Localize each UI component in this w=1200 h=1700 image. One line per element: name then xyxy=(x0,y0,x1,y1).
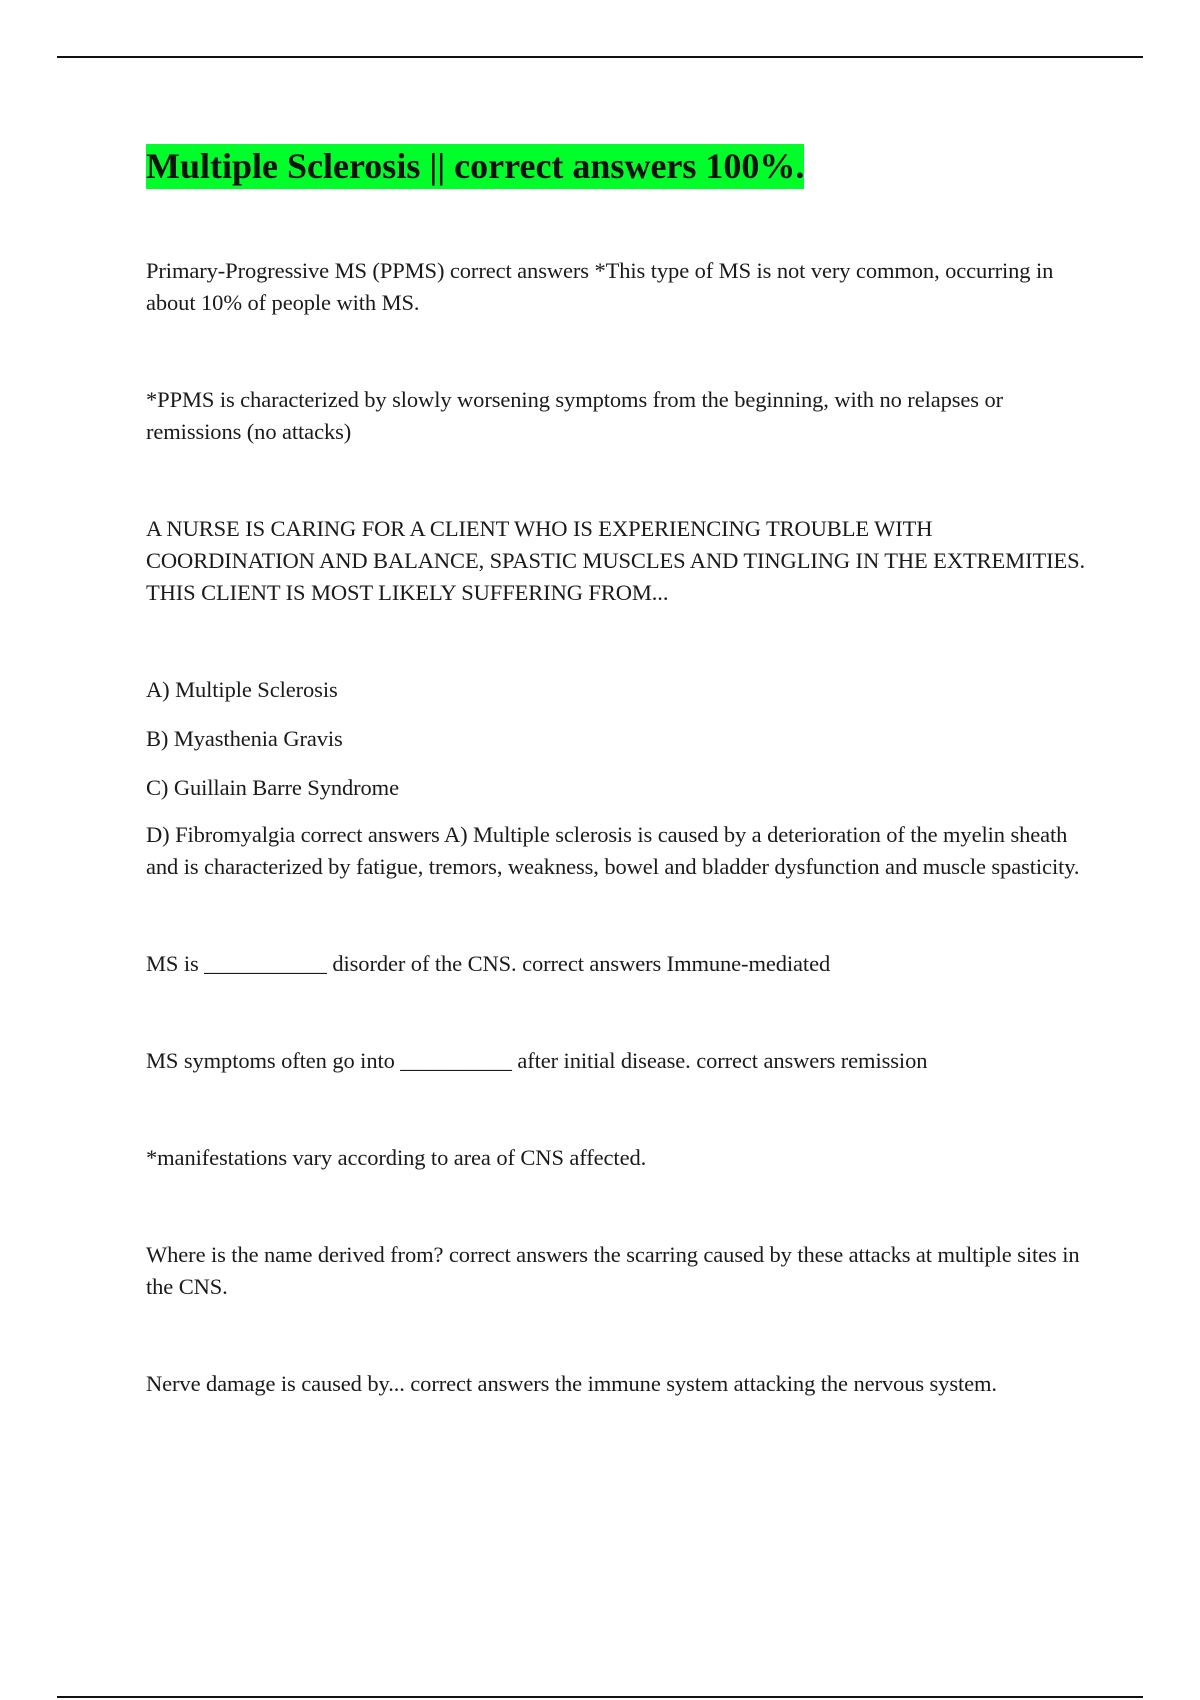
option-b: B) Myasthenia Gravis xyxy=(146,726,343,751)
bottom-rule xyxy=(57,1696,1143,1698)
document-title: Multiple Sclerosis || correct answers 100%. xyxy=(146,144,804,189)
paragraph-name-derivation: Where is the name derived from? correct answers the scarring caused by these attacks at multiple sites in the CNS. xyxy=(146,1242,1080,1299)
paragraph-nurse-question: A NURSE IS CARING FOR A CLIENT WHO IS EXPERIENCING TROUBLE WITH COORDINATION AND BALANCE, SPASTIC MUSCLES AND TINGLING IN THE EXTREMITIES. THIS CLIENT IS MOST LIKELY SUFFERING FROM... xyxy=(146,516,1086,605)
paragraph-ppms-definition: Primary-Progressive MS (PPMS) correct answers *This type of MS is not very common, occurring in about 10% of people with MS. xyxy=(146,258,1054,315)
option-c: C) Guillain Barre Syndrome xyxy=(146,775,399,800)
document-body xyxy=(146,144,1091,1400)
top-rule xyxy=(57,56,1143,58)
option-d-answer: D) Fibromyalgia correct answers A) Multiple sclerosis is caused by a deterioration of the myelin sheath and is characterized by fatigue, tremors, weakness, bowel and bladder dysfunction and muscle spasticity. xyxy=(146,822,1080,879)
paragraph-manifestations: *manifestations vary according to area of CNS affected. xyxy=(146,1145,647,1170)
paragraph-ppms-characteristics: *PPMS is characterized by slowly worsening symptoms from the beginning, with no relapses or remissions (no attacks) xyxy=(146,387,1004,444)
paragraph-ms-remission: MS symptoms often go into __________ after initial disease. correct answers remission xyxy=(146,1048,928,1073)
paragraph-nerve-damage: Nerve damage is caused by... correct answers the immune system attacking the nervous system. xyxy=(146,1371,997,1396)
option-a: A) Multiple Sclerosis xyxy=(146,677,338,702)
paragraph-ms-disorder: MS is ___________ disorder of the CNS. correct answers Immune-mediated xyxy=(146,951,831,976)
